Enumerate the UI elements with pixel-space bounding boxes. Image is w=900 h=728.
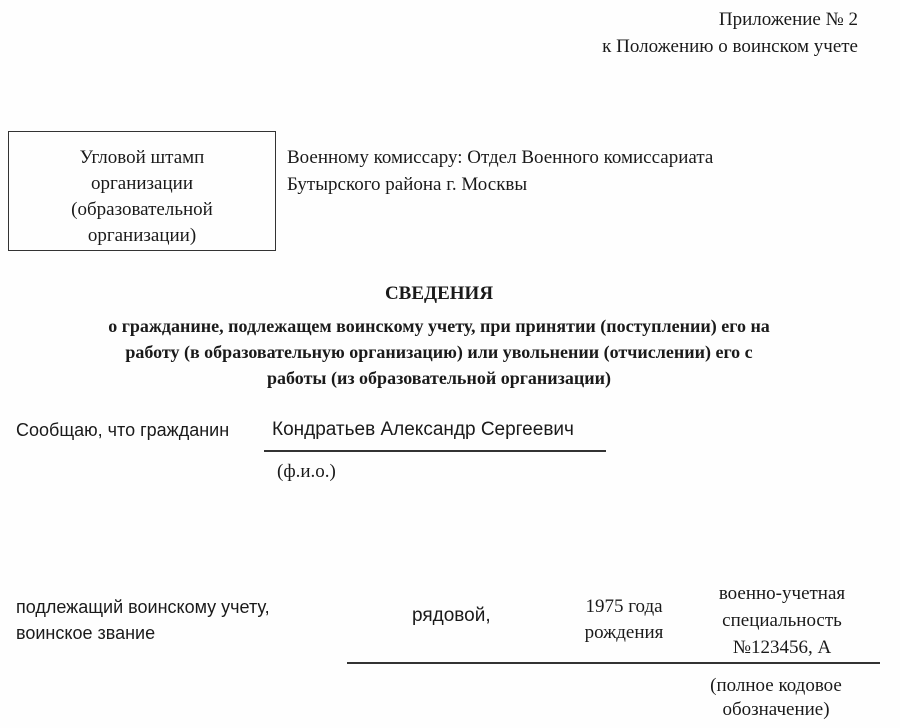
stamp-line: организации) <box>87 225 197 246</box>
addressee <box>287 144 713 198</box>
military-rank-field[interactable]: рядовой, <box>412 605 491 626</box>
addressee-line: Военному комиссару: Отдел Военного комиссариата <box>287 147 714 168</box>
corner-stamp-box <box>8 131 276 251</box>
subtitle-line: о гражданине, подлежащем воинскому учету, при принятии (поступлении) его на <box>108 316 770 336</box>
full-code-line: обозначение) <box>722 699 830 720</box>
stamp-line: (образовательной <box>71 199 213 220</box>
stamp-line: организации <box>90 173 193 194</box>
document-subtitle <box>0 313 878 391</box>
service-label <box>16 594 270 646</box>
military-specialty-field[interactable] <box>684 580 880 661</box>
birth-year-line: 1975 года <box>585 596 663 617</box>
full-code-line: (полное кодовое <box>710 675 842 696</box>
vus-line: военно-учетная <box>718 583 846 604</box>
citizen-name-field[interactable]: Кондратьев Александр Сергеевич <box>272 419 574 440</box>
appendix-regulation: к Положению о воинском учете <box>602 36 858 57</box>
citizen-name-underline <box>264 450 606 452</box>
appendix-number: Приложение № 2 <box>718 9 858 30</box>
full-code-caption <box>678 674 874 722</box>
appendix-reference <box>602 6 858 60</box>
subtitle-line: работы (из образовательной организации) <box>267 368 611 388</box>
stamp-line: Угловой штамп <box>79 147 205 168</box>
vus-line: специальность <box>722 610 842 631</box>
service-label-line: подлежащий воинскому учету, <box>16 597 270 617</box>
addressee-line: Бутырского района г. Москвы <box>287 174 528 195</box>
vus-line: №123456, А <box>732 637 832 658</box>
birth-year-line: рождения <box>584 622 664 643</box>
document-title: СВЕДЕНИЯ <box>384 283 494 304</box>
fio-caption: (ф.и.о.) <box>277 461 336 482</box>
service-underline <box>347 662 880 664</box>
birth-year-field[interactable] <box>565 594 683 646</box>
service-label-line: воинское звание <box>16 623 156 643</box>
citizen-label: Сообщаю, что гражданин <box>16 420 230 440</box>
subtitle-line: работу (в образовательную организацию) или увольнении (отчислении) его с <box>125 342 753 362</box>
